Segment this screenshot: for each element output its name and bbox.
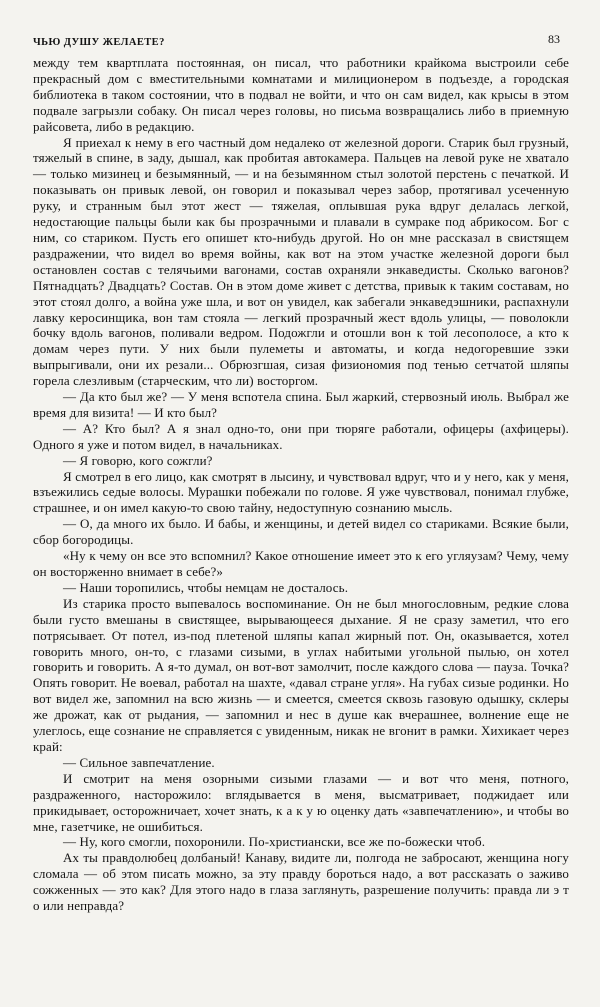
dialogue-line: — Сильное завпечатление.	[63, 754, 215, 770]
paragraph: Из старика просто выпевалось воспоминание. Он не был многословным, редкие слова были густо вмешаны в свистящее, вырывающееся дыхание. Я не сразу заметил, что его потрясывает. От потел, из-под плетеной шляпы капал жирный пот. Он, оказывается, хотел говорить много, он-то, с глазами сизыми, в углах набитыми угольной пылью, он хотел говорить и говорить. А я-то думал, он вот-вот замолчит, после каждого слова — пауза. Точка? Опять говорит. Не воевал, работал на шахте, «давал стране угля». На губах сизые родинки. Но вот видел же, запомнил на всю жизнь — и смеется, смеется сквозь газовую одышку, склеры же дрожат, как от рыдания, — запомнил и нес в душе как вчерашнее, волнение еще не улеглось, еще сознание не справляется с увиденным, никак не вгонит в рамки. Хихикает через край:	[33, 595, 569, 754]
dialogue-line: — Наши торопились, чтобы немцам не досталось.	[63, 579, 349, 595]
dialogue-line: — Я говорю, кого сожгли?	[63, 452, 213, 468]
quoted-thought: «Ну к чему он все это вспомнил? Какое отношение имеет это к его угляузам? Чему, чему он восторженно внимает в себе?»	[33, 548, 569, 579]
dialogue-line: — Ну, кого смогли, похоронили. По-христиански, все же по-божески чтоб.	[63, 834, 486, 850]
paragraph: между тем квартплата постоянная, он писал, что работники крайкома выстроили себе прекрасный дом с вместительными комнатами и милиционером в подъезде, а городская библиотека в таком состоянии, что в подвал не войти, и что он сам видел, как крысы в этом подвале загрызли собаку. Он писал через головы, но письма возвращались либо в приемную райсовета, либо в редакцию.	[33, 55, 569, 134]
paragraph: И смотрит на меня озорными сизыми глазами — и вот что меня, потного, раздраженного, насторожило: вглядывается в меня, высматривает, поджидает или прикидывает, осторожничает, хочет знать, к а к у ю оценку дать «завпечатлению», и чтобы во мне, газетчике, не ошибиться.	[33, 770, 569, 834]
running-title: ЧЬЮ ДУШУ ЖЕЛАЕТЕ?	[33, 37, 165, 48]
dialogue-line: — Да кто был же? — У меня вспотела спина. Был жаркий, стервозный июль. Выбрал же время для визита! — И кто был?	[33, 389, 569, 420]
body-text	[33, 55, 569, 914]
dialogue-line: — А? Кто был? А я знал одно-то, они при тюряге работали, офицеры (ахфицеры). Одного я уже и потом видел, в начальниках.	[33, 420, 569, 452]
page-number: 83	[548, 32, 560, 46]
dialogue-line: — О, да много их было. И бабы, и женщины, и детей видел со стариками. Всякие были, сбор богородицы.	[33, 516, 569, 548]
paragraph: Ах ты правдолюбец долбаный! Канаву, видите ли, полгода не забросают, женщина ногу сломала — об этом писать можно, за эту правду бороться надо, а вот рассказать о заживо сожженных — это как? Для этого надо в глаза заглянуть, разрешение получить: правда ли э т о или неправда?	[33, 850, 569, 914]
paragraph: Я приехал к нему в его частный дом недалеко от железной дороги. Старик был грузный, тяжелый в спине, в заду, дышал, как пробитая автокамера. Пальцев на левой руке не хватало — только мизинец и безымянный, — и на безымянном стыл золотой перстень с печаткой. И показывать он привык левой, он говорил и показывал через забор, протягивал усеченную руку, и странным был этот жест — тяжелая, оплывшая рука вдруг делалась легкой, недостающие пальцы были как бы прозрачными и плавали в сумраке под абрикосом. Бог с ним, со стариком. Пусть его опишет кто-нибудь другой. Но он мне рассказал в свистящем раздражении, что видел во время войны, как вот на этом участке железной дороги был остановлен состав с телячьими вагонами, состав охраняли энкаведисты. Сколько вагонов? Пятнадцать? Двадцать? Состав. Он в этом доме живет с детства, привык к таким составам, но этот стоял долго, а война уже шла, и вот он увидел, как забегали энкаведэшники, распахнули лавку керосинщика, вон там стояла — легкий прозрачный жест вдоль улицы, — поволокли бочку вдоль вагонов, поливали ведром. Подожгли и отошли вон к той лесополосе, а кто к домам через пути. У них были пулеметы и автоматы, и когда недогоревшие зэки выпрыгивали, они их резали... Обрюзгшая, сизая физиономия под тенью сетчатой шляпы горела слезливым (старческим, что ли) восторгом.	[33, 134, 569, 389]
paragraph: Я смотрел в его лицо, как смотрят в лысину, и чувствовал вдруг, что и у него, как у меня, взъежились седые волосы. Мурашки побежали по голове. Я уже чувствовал, понимал глубже, страшнее, и он имел какую-то свою тайну, недоступную сознанию мысль.	[33, 468, 569, 516]
